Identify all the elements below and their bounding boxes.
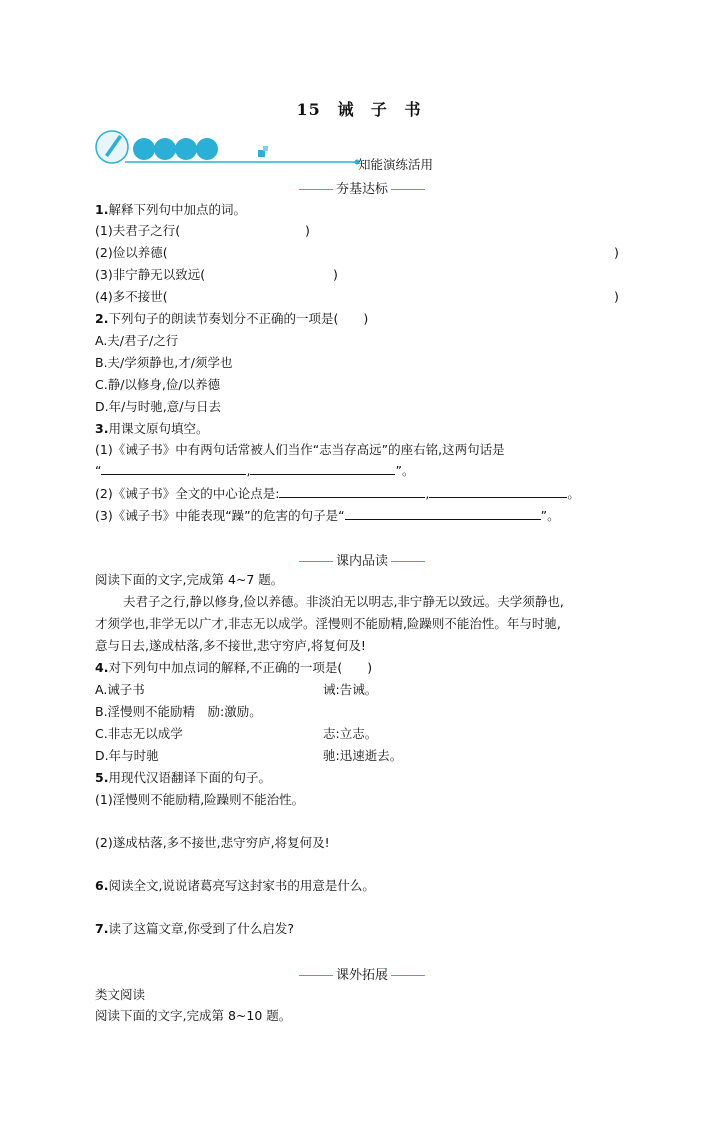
decor-dot-2 [154, 138, 176, 160]
reading-passage-line-3: 意与日去,遂成枯落,多不接世,悲守穷庐,将复何及! [95, 638, 366, 653]
q4-option-a: A.诫子书 [95, 682, 145, 697]
q5-sentence-2: (2)遂成枯落,多不接世,悲守穷庐,将复何及! [95, 835, 330, 850]
section-header-extension [296, 964, 428, 983]
q3-part-1: (1)《诫子书》中有两句话常被人们当作“志当存高远”的座右铭,这两句话是 [95, 442, 505, 457]
banner-label: 知能演练活用 [358, 157, 434, 172]
q1-item-3-close: ) [333, 267, 338, 282]
q1-item-2: (2)俭以养德( [95, 245, 168, 260]
q2-option-b: B.夫/学须静也,才/须学也 [95, 355, 233, 370]
section-header-basics [296, 178, 428, 197]
answer-blank[interactable] [250, 462, 395, 475]
question-2: 2.下列句子的朗读节奏划分不正确的一项是( ) [95, 311, 369, 326]
extension-label: 类文阅读 [95, 987, 146, 1002]
reading-passage-line-1: 夫君子之行,静以修身,俭以养德。非淡泊无以明志,非宁静无以致远。夫学须静也, [123, 594, 564, 609]
section-header-reading [296, 550, 428, 569]
reading-passage-line-2: 才须学也,非学无以广才,非志无以成学。淫慢则不能励精,险躁则不能治性。年与时驰, [95, 616, 561, 631]
q1-item-4: (4)多不接世( [95, 289, 168, 304]
section-title: 课内品读 [336, 554, 389, 569]
q2-option-d: D.年/与时驰,意/与日去 [95, 399, 221, 414]
q1-item-2-close: ) [614, 245, 619, 260]
q1-item-4-close: ) [614, 289, 619, 304]
question-5: 5.用现代汉语翻译下面的句子。 [95, 770, 271, 785]
decor-dot-4 [196, 138, 218, 160]
q4-option-a-gloss: 诫:告诫。 [323, 682, 378, 697]
section-title: 夯基达标 [336, 182, 389, 197]
answer-blank[interactable] [345, 507, 541, 520]
q4-option-d: D.年与时驰 [95, 748, 159, 763]
extension-intro: 阅读下面的文字,完成第 8~10 题。 [95, 1008, 292, 1023]
q4-option-b: B.淫慢则不能励精 励:激励。 [95, 704, 262, 719]
q3-part-3: (3)《诫子书》中能表现“躁”的危害的句子是“ ”。 [95, 508, 560, 523]
section-title: 课外拓展 [336, 968, 389, 983]
answer-blank[interactable] [279, 485, 425, 498]
q3-part-2: (2)《诫子书》全文的中心论点是: , 。 [95, 486, 580, 501]
question-3: 3.用课文原句填空。 [95, 421, 209, 436]
q1-item-1-close: ) [305, 223, 310, 238]
decor-dot-3 [175, 138, 197, 160]
q2-option-a: A.夫/君子/之行 [95, 333, 179, 348]
answer-blank[interactable] [101, 462, 246, 475]
question-1: 1.解释下列句中加点的词。 [95, 202, 246, 217]
question-4: 4.对下列句中加点词的解释,不正确的一项是( ) [95, 660, 373, 675]
q4-option-d-gloss: 驰:迅速逝去。 [323, 748, 403, 763]
answer-blank[interactable] [429, 485, 567, 498]
decor-square-2 [263, 146, 268, 151]
question-7: 7.读了这篇文章,你受到了什么启发? [95, 921, 295, 936]
question-6: 6.阅读全文,说说诸葛亮写这封家书的用意是什么。 [95, 878, 375, 893]
q3-part-1-blanks: “ , ”。 [95, 463, 415, 478]
q1-item-1: (1)夫君子之行( [95, 223, 181, 238]
decor-dot-1 [133, 138, 155, 160]
q5-sentence-1: (1)淫慢则不能励精,险躁则不能治性。 [95, 792, 305, 807]
decor-square-1 [258, 150, 265, 157]
q4-option-c-gloss: 志:立志。 [323, 726, 378, 741]
page-title: 15 诫 子 书 [296, 100, 422, 119]
reading-intro: 阅读下面的文字,完成第 4~7 题。 [95, 572, 284, 587]
q2-option-c: C.静/以修身,俭/以养德 [95, 377, 221, 392]
q4-option-c: C.非志无以成学 [95, 726, 183, 741]
q1-item-3: (3)非宁静无以致远( [95, 267, 206, 282]
